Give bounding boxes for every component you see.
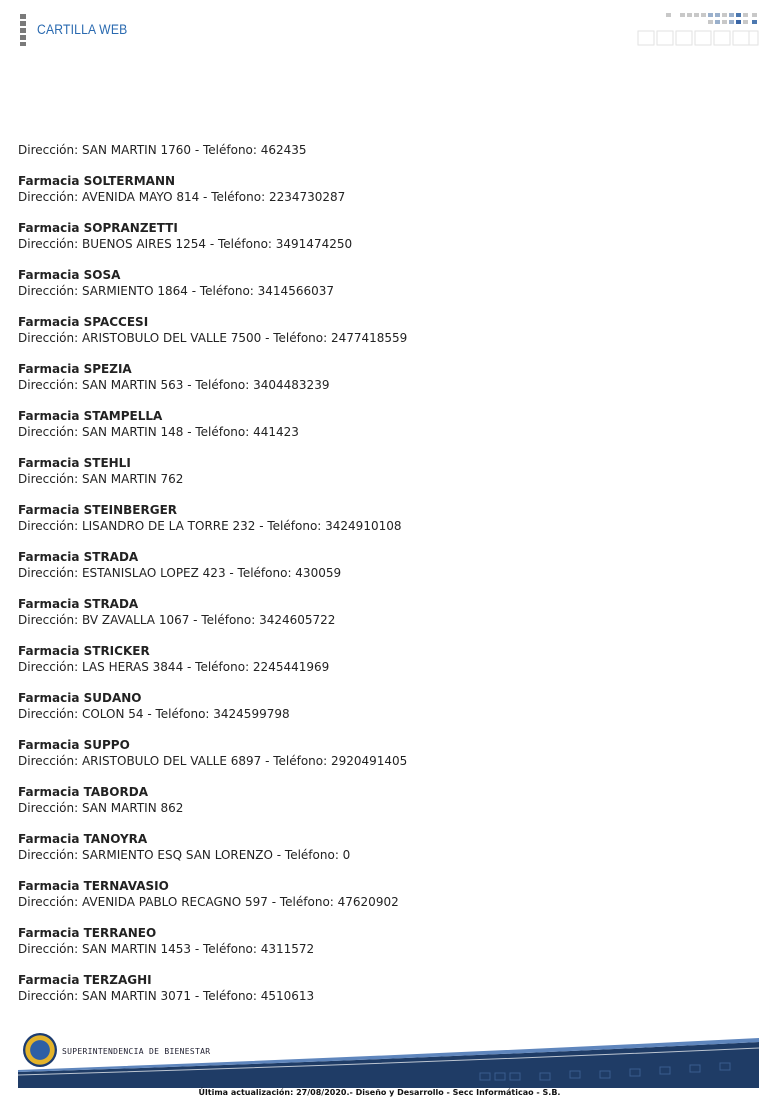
pharmacy-entry bbox=[18, 549, 738, 596]
pharmacy-name: Farmacia STRADA bbox=[18, 597, 139, 611]
pharmacy-entry bbox=[18, 361, 738, 408]
header-accent-bar bbox=[20, 14, 26, 46]
pharmacy-entry bbox=[18, 690, 738, 737]
pharmacy-name: Farmacia SPACCESI bbox=[18, 315, 149, 329]
pharmacy-entry bbox=[18, 314, 738, 361]
pharmacy-name: Farmacia TABORDA bbox=[18, 785, 148, 799]
pharmacy-list bbox=[18, 142, 738, 1019]
page-title: CARTILLA WEB bbox=[37, 22, 128, 37]
pharmacy-name: Farmacia STAMPELLA bbox=[18, 409, 163, 423]
pharmacy-name: Farmacia STEHLI bbox=[18, 456, 131, 470]
pharmacy-name: Farmacia SUPPO bbox=[18, 738, 130, 752]
pharmacy-name: Farmacia STRADA bbox=[18, 550, 139, 564]
organization-name: SUPERINTENDENCIA DE BIENESTAR bbox=[62, 1047, 211, 1056]
pharmacy-entry bbox=[18, 831, 738, 878]
pharmacy-address: Dirección: ARISTOBULO DEL VALLE 6897 - Teléfono: 2920491405 bbox=[18, 754, 408, 768]
pharmacy-address: Dirección: SARMIENTO 1864 - Teléfono: 3414566037 bbox=[18, 284, 334, 298]
pharmacy-name: Farmacia TERNAVASIO bbox=[18, 879, 169, 893]
pharmacy-address: Dirección: AVENIDA PABLO RECAGNO 597 - Teléfono: 47620902 bbox=[18, 895, 399, 909]
pharmacy-entry bbox=[18, 643, 738, 690]
pharmacy-address: Dirección: LAS HERAS 3844 - Teléfono: 2245441969 bbox=[18, 660, 330, 674]
pharmacy-address: Dirección: ARISTOBULO DEL VALLE 7500 - Teléfono: 2477418559 bbox=[18, 331, 408, 345]
pharmacy-address: Dirección: SAN MARTIN 3071 - Teléfono: 4510613 bbox=[18, 989, 315, 1003]
header-decoration bbox=[636, 11, 759, 47]
pharmacy-address: Dirección: SARMIENTO ESQ SAN LORENZO - Teléfono: 0 bbox=[18, 848, 351, 862]
continued-address: Dirección: SAN MARTIN 1760 - Teléfono: 462435 bbox=[18, 143, 307, 157]
pharmacy-address: Dirección: SAN MARTIN 148 - Teléfono: 441423 bbox=[18, 425, 299, 439]
pharmacy-address: Dirección: SAN MARTIN 862 bbox=[18, 801, 184, 815]
pharmacy-address: Dirección: ESTANISLAO LOPEZ 423 - Teléfono: 430059 bbox=[18, 566, 342, 580]
pharmacy-name: Farmacia STEINBERGER bbox=[18, 503, 178, 517]
pharmacy-name: Farmacia TANOYRA bbox=[18, 832, 148, 846]
pharmacy-address: Dirección: COLON 54 - Teléfono: 3424599798 bbox=[18, 707, 290, 721]
pharmacy-name: Farmacia SUDANO bbox=[18, 691, 142, 705]
pharmacy-entry bbox=[18, 502, 738, 549]
organization-seal-icon bbox=[23, 1033, 57, 1067]
pharmacy-entry bbox=[18, 596, 738, 643]
pharmacy-name: Farmacia TERRANEO bbox=[18, 926, 157, 940]
pharmacy-entry bbox=[18, 972, 738, 1019]
pharmacy-entry bbox=[18, 737, 738, 784]
pharmacy-entry bbox=[18, 267, 738, 314]
pharmacy-address: Dirección: SAN MARTIN 762 bbox=[18, 472, 184, 486]
pharmacy-address: Dirección: AVENIDA MAYO 814 - Teléfono: 2234730287 bbox=[18, 190, 346, 204]
page-footer bbox=[0, 1026, 759, 1101]
pharmacy-name: Farmacia SOPRANZETTI bbox=[18, 221, 178, 235]
pharmacy-entry bbox=[18, 878, 738, 925]
pharmacy-name: Farmacia SOSA bbox=[18, 268, 121, 282]
pharmacy-entry bbox=[18, 220, 738, 267]
pharmacy-address: Dirección: BUENOS AIRES 1254 - Teléfono: 3491474250 bbox=[18, 237, 353, 251]
pharmacy-address: Dirección: BV ZAVALLA 1067 - Teléfono: 3424605722 bbox=[18, 613, 336, 627]
footer-band bbox=[0, 1026, 759, 1088]
pharmacy-address: Dirección: LISANDRO DE LA TORRE 232 - Teléfono: 3424910108 bbox=[18, 519, 402, 533]
pharmacy-name: Farmacia TERZAGHI bbox=[18, 973, 152, 987]
pharmacy-address: Dirección: SAN MARTIN 1453 - Teléfono: 4311572 bbox=[18, 942, 315, 956]
page-header bbox=[0, 0, 759, 60]
pharmacy-entry bbox=[18, 408, 738, 455]
pharmacy-entry bbox=[18, 925, 738, 972]
footer-credits: Última actualización: 27/08/2020.- Diseño y Desarrollo - Secc Informáticao - S.B. bbox=[198, 1088, 561, 1097]
pharmacy-name: Farmacia STRICKER bbox=[18, 644, 150, 658]
pharmacy-entry bbox=[18, 173, 738, 220]
pharmacy-address: Dirección: SAN MARTIN 563 - Teléfono: 3404483239 bbox=[18, 378, 330, 392]
pharmacy-name: Farmacia SPEZIA bbox=[18, 362, 132, 376]
pharmacy-entry bbox=[18, 784, 738, 831]
pharmacy-entry bbox=[18, 455, 738, 502]
pharmacy-name: Farmacia SOLTERMANN bbox=[18, 174, 176, 188]
